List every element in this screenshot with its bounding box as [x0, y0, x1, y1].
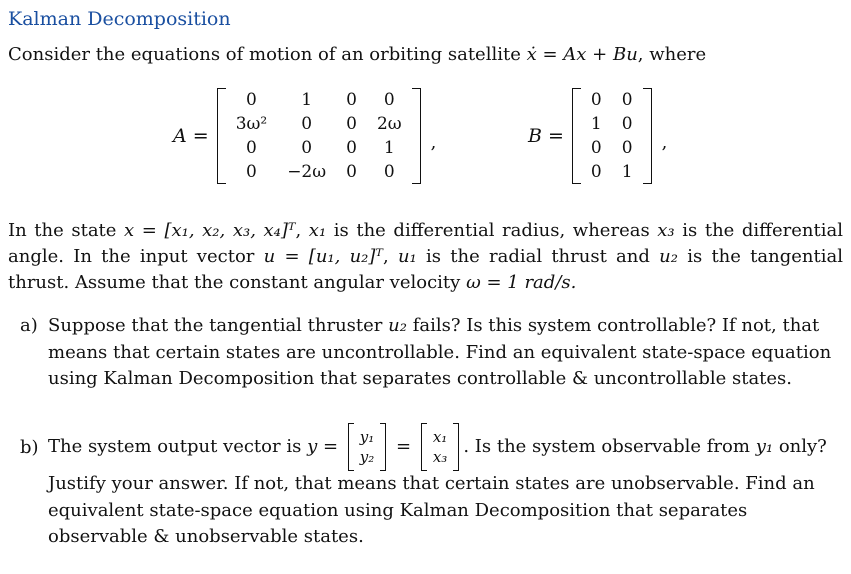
matrix-cell: −2ω: [287, 162, 327, 182]
matrix-cell: 0: [301, 138, 313, 158]
x1-symbol: x₁: [308, 220, 327, 241]
matrix-cell: 0: [590, 162, 602, 182]
matrix-row: [581, 88, 643, 112]
question-b-label: b): [20, 437, 39, 458]
matrix-cell: 0: [621, 114, 633, 134]
matrix-cell: 0: [590, 138, 602, 158]
output-vector-x: [421, 423, 459, 471]
matrix-row: [226, 136, 412, 160]
matrix-cell: 0: [621, 138, 633, 158]
matrix-row: [226, 160, 412, 184]
intro-tail: , where: [637, 44, 707, 65]
matrix-cell: 0: [590, 90, 602, 110]
x3-symbol: x₃: [657, 220, 675, 241]
matrix-cell: 0: [246, 90, 257, 110]
matrix-cell: 0: [383, 162, 395, 182]
p2-s6: is the radial thrust and: [426, 246, 650, 267]
qa-u2: u₂: [388, 315, 407, 336]
matrix-row: [226, 88, 412, 112]
output-vector-y: [348, 423, 387, 471]
u1-symbol: u₁: [397, 246, 417, 267]
question-a: [20, 313, 840, 393]
matrix-row: [581, 112, 643, 136]
matrix-cell: 0: [301, 114, 313, 134]
matrix-cell: 1: [621, 162, 633, 182]
matrix-cell: 0: [346, 114, 357, 134]
input-vector-eq: u = [u₁, u₂]ᵀ: [263, 246, 383, 267]
question-b: [20, 423, 840, 551]
matrix-cell: 0: [346, 90, 357, 110]
omega-eq: ω = 1 rad/s.: [466, 272, 577, 293]
vec1-right-bracket: [380, 423, 386, 471]
matrix-a: [226, 88, 412, 184]
matrix-b: [581, 88, 643, 184]
section-title: Kalman Decomposition: [8, 8, 231, 30]
vec2-entry: x₃: [432, 448, 448, 466]
state-vector-eq: x = [x₁, x₂, x₃, x₄]ᵀ: [124, 220, 296, 241]
qa-s1: Suppose that the tangential thruster: [48, 315, 383, 336]
question-a-label: a): [20, 315, 38, 336]
matrix-cell: 0: [246, 162, 257, 182]
qb-eq: =: [396, 436, 412, 457]
matrix-cell: 0: [246, 138, 257, 158]
u2-symbol: u₂: [659, 246, 678, 267]
matrix-a-label: A =: [173, 125, 209, 147]
vec2-entries: [427, 427, 453, 467]
matrix-cell: 0: [621, 90, 633, 110]
qb-s2: . Is the system observable from: [463, 436, 750, 457]
qa-s2: fails? Is this system controllable? If not, that means that certain states are uncontrollable. Find an equivalent state-space equation using Kalman Decomposition that separates controllable & uncontrollable states.: [48, 315, 832, 389]
matrix-cell: 1: [301, 90, 313, 110]
intro-paragraph: [8, 42, 843, 68]
vec1-entries: [354, 427, 381, 467]
matrix-b-right-bracket: [643, 88, 652, 184]
matrix-row: [581, 136, 643, 160]
vec2-right-bracket: [453, 423, 459, 471]
matrix-cell: 2ω: [376, 114, 402, 134]
matrix-row: [581, 160, 643, 184]
matrix-cell: 3ω²: [235, 114, 268, 134]
matrix-a-right-bracket: [412, 88, 421, 184]
matrix-a-left-bracket: [217, 88, 226, 184]
p2-s3: is the differential radius, whereas: [333, 220, 650, 241]
p2-s1: In the state: [8, 220, 117, 241]
matrix-a-comma: ,: [430, 131, 437, 153]
matrix-cell: 0: [383, 90, 395, 110]
qb-s1: The system output vector is: [48, 436, 302, 457]
vec2-entry: x₁: [432, 428, 448, 446]
qb-s3: only? Justify your answer. If not, that means that certain states are unobservable. Find an equivalent state-space equation using Kalman Decomposition that separates observable & unobservable states.: [48, 436, 827, 547]
state-description-paragraph: [8, 218, 843, 296]
matrix-cell: 1: [590, 114, 602, 134]
p2-s5: ,: [382, 246, 389, 267]
vec1-entry: y₂: [359, 448, 375, 466]
vec1-entry: y₁: [359, 428, 375, 446]
matrix-a-block: [173, 88, 436, 184]
matrix-row: [226, 112, 412, 136]
matrix-b-block: [528, 88, 667, 184]
qb-y-eq: y =: [307, 436, 339, 457]
intro-text: Consider the equations of motion of an orbiting satellite: [8, 44, 521, 65]
matrix-b-comma: ,: [661, 131, 668, 153]
p2-s7: is the tangential thrust. Assume that the constant angular velocity: [8, 246, 843, 293]
p2-s2: ,: [295, 220, 302, 241]
matrix-b-label: B =: [528, 125, 564, 147]
qb-y1: y₁: [755, 436, 774, 457]
matrix-cell: 0: [346, 162, 357, 182]
matrix-cell: 1: [383, 138, 395, 158]
intro-equation: ẋ = Ax + Bu: [526, 44, 638, 65]
matrix-b-left-bracket: [572, 88, 581, 184]
matrix-cell: 0: [346, 138, 357, 158]
p2-s4: is the differential angle. In the input vector: [8, 220, 843, 267]
